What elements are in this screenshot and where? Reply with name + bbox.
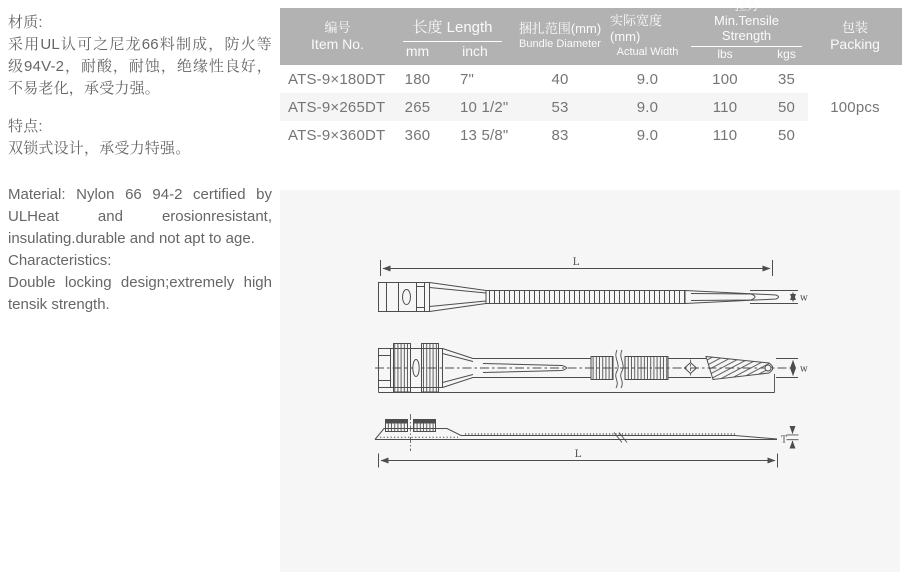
col-header-inch: inch — [462, 43, 488, 60]
cell-actual-width: 9.0 — [610, 93, 685, 121]
col-header-item-no — [280, 8, 395, 65]
cell-bundle-diameter: 40 — [551, 70, 569, 88]
cell-length-mm: 265 — [395, 93, 440, 121]
characteristics-body-en: Double locking design;extremely high tensik strength. — [8, 274, 272, 313]
cell-actual-width: 9.0 — [636, 70, 659, 88]
cell-length-inch: 7" — [460, 70, 475, 88]
features-section-zh — [8, 116, 272, 160]
dim-label-length-side-view: L — [574, 449, 582, 460]
col-header-kgs: kgs — [777, 47, 796, 61]
cell-length-inch: 13 5/8" — [460, 126, 509, 144]
cell-length-mm: 180 — [404, 70, 431, 88]
col-header-length — [395, 8, 510, 65]
dim-label-width-middle-view: w — [800, 364, 808, 375]
cell-length-mm: 360 — [404, 126, 431, 144]
col-header-item-no-en: Item No. — [311, 35, 364, 52]
features-heading-zh: 特点: — [8, 118, 43, 135]
material-body-zh: 采用UL认可之尼龙66料制成，防火等级94V-2，耐酸，耐蚀，绝缘性良好，不易老化，承受力强。 — [8, 36, 272, 97]
cell-tensile-lbs: 100 — [712, 70, 738, 88]
cell-tensile-kgs: 50 — [777, 126, 796, 144]
dim-label-length-top-view: L — [572, 257, 580, 268]
col-header-width-en: Actual Width — [616, 46, 679, 59]
cell-actual-width: 9.0 — [636, 126, 659, 144]
col-header-bundle-diameter — [510, 8, 610, 65]
characteristics-heading-en: Characteristics: — [8, 252, 112, 269]
col-header-tensile-strength — [685, 0, 808, 65]
col-header-tensile-en: Min.Tensile Strength — [713, 13, 780, 44]
technical-drawings — [280, 190, 900, 572]
col-header-bundle-en: Bundle Diameter — [519, 38, 601, 51]
col-header-packing-zh: 包装 — [841, 19, 868, 35]
col-header-mm: mm — [405, 43, 430, 60]
features-body-zh: 双锁式设计，承受力特强。 — [8, 140, 191, 157]
spec-table — [280, 0, 902, 149]
cell-tensile-lbs: 110 — [712, 126, 738, 144]
col-header-actual-width — [610, 8, 685, 65]
col-header-packing-en: Packing — [830, 35, 880, 52]
cell-length-inch: 10 1/2" — [440, 93, 510, 121]
col-header-width-zh: 实际宽度(mm) — [610, 12, 663, 45]
drawing-top-view — [379, 260, 799, 312]
material-body-en: Material: Nylon 66 94-2 certified by ULHeat and erosionresistant, insulating.durable and not apt to age. — [8, 186, 272, 247]
col-header-bundle-zh: 捆扎范围(mm) — [518, 21, 602, 36]
col-header-lbs: lbs — [717, 47, 733, 61]
col-header-packing — [808, 8, 902, 65]
drawing-side-view — [375, 414, 799, 468]
drawing-bottom-view — [375, 344, 798, 393]
drawing-panel — [280, 190, 900, 572]
material-section-zh — [8, 12, 272, 100]
cell-packing-value: 100pcs — [830, 98, 880, 116]
material-heading-zh: 材质: — [8, 14, 43, 31]
description-panel — [8, 12, 272, 316]
cell-item-no: ATS-9×180DT — [288, 70, 386, 88]
cell-item-no: ATS-9×360DT — [288, 126, 386, 144]
description-section-en — [8, 184, 272, 316]
col-header-length-label: 长度 Length — [403, 19, 502, 42]
cell-tensile-lbs: 110 — [685, 93, 765, 121]
cell-bundle-diameter: 53 — [510, 93, 610, 121]
dim-label-thickness-side-view: T — [780, 435, 787, 446]
cell-tensile-kgs: 35 — [777, 70, 796, 88]
cell-tensile-kgs: 50 — [765, 93, 808, 121]
dim-label-width-top-view: w — [800, 293, 808, 304]
col-header-tensile-zh: 拉力 — [734, 0, 759, 14]
cell-bundle-diameter: 83 — [551, 126, 569, 144]
col-header-item-no-zh: 编号 — [324, 19, 351, 35]
cell-item-no: ATS-9×265DT — [280, 93, 395, 121]
